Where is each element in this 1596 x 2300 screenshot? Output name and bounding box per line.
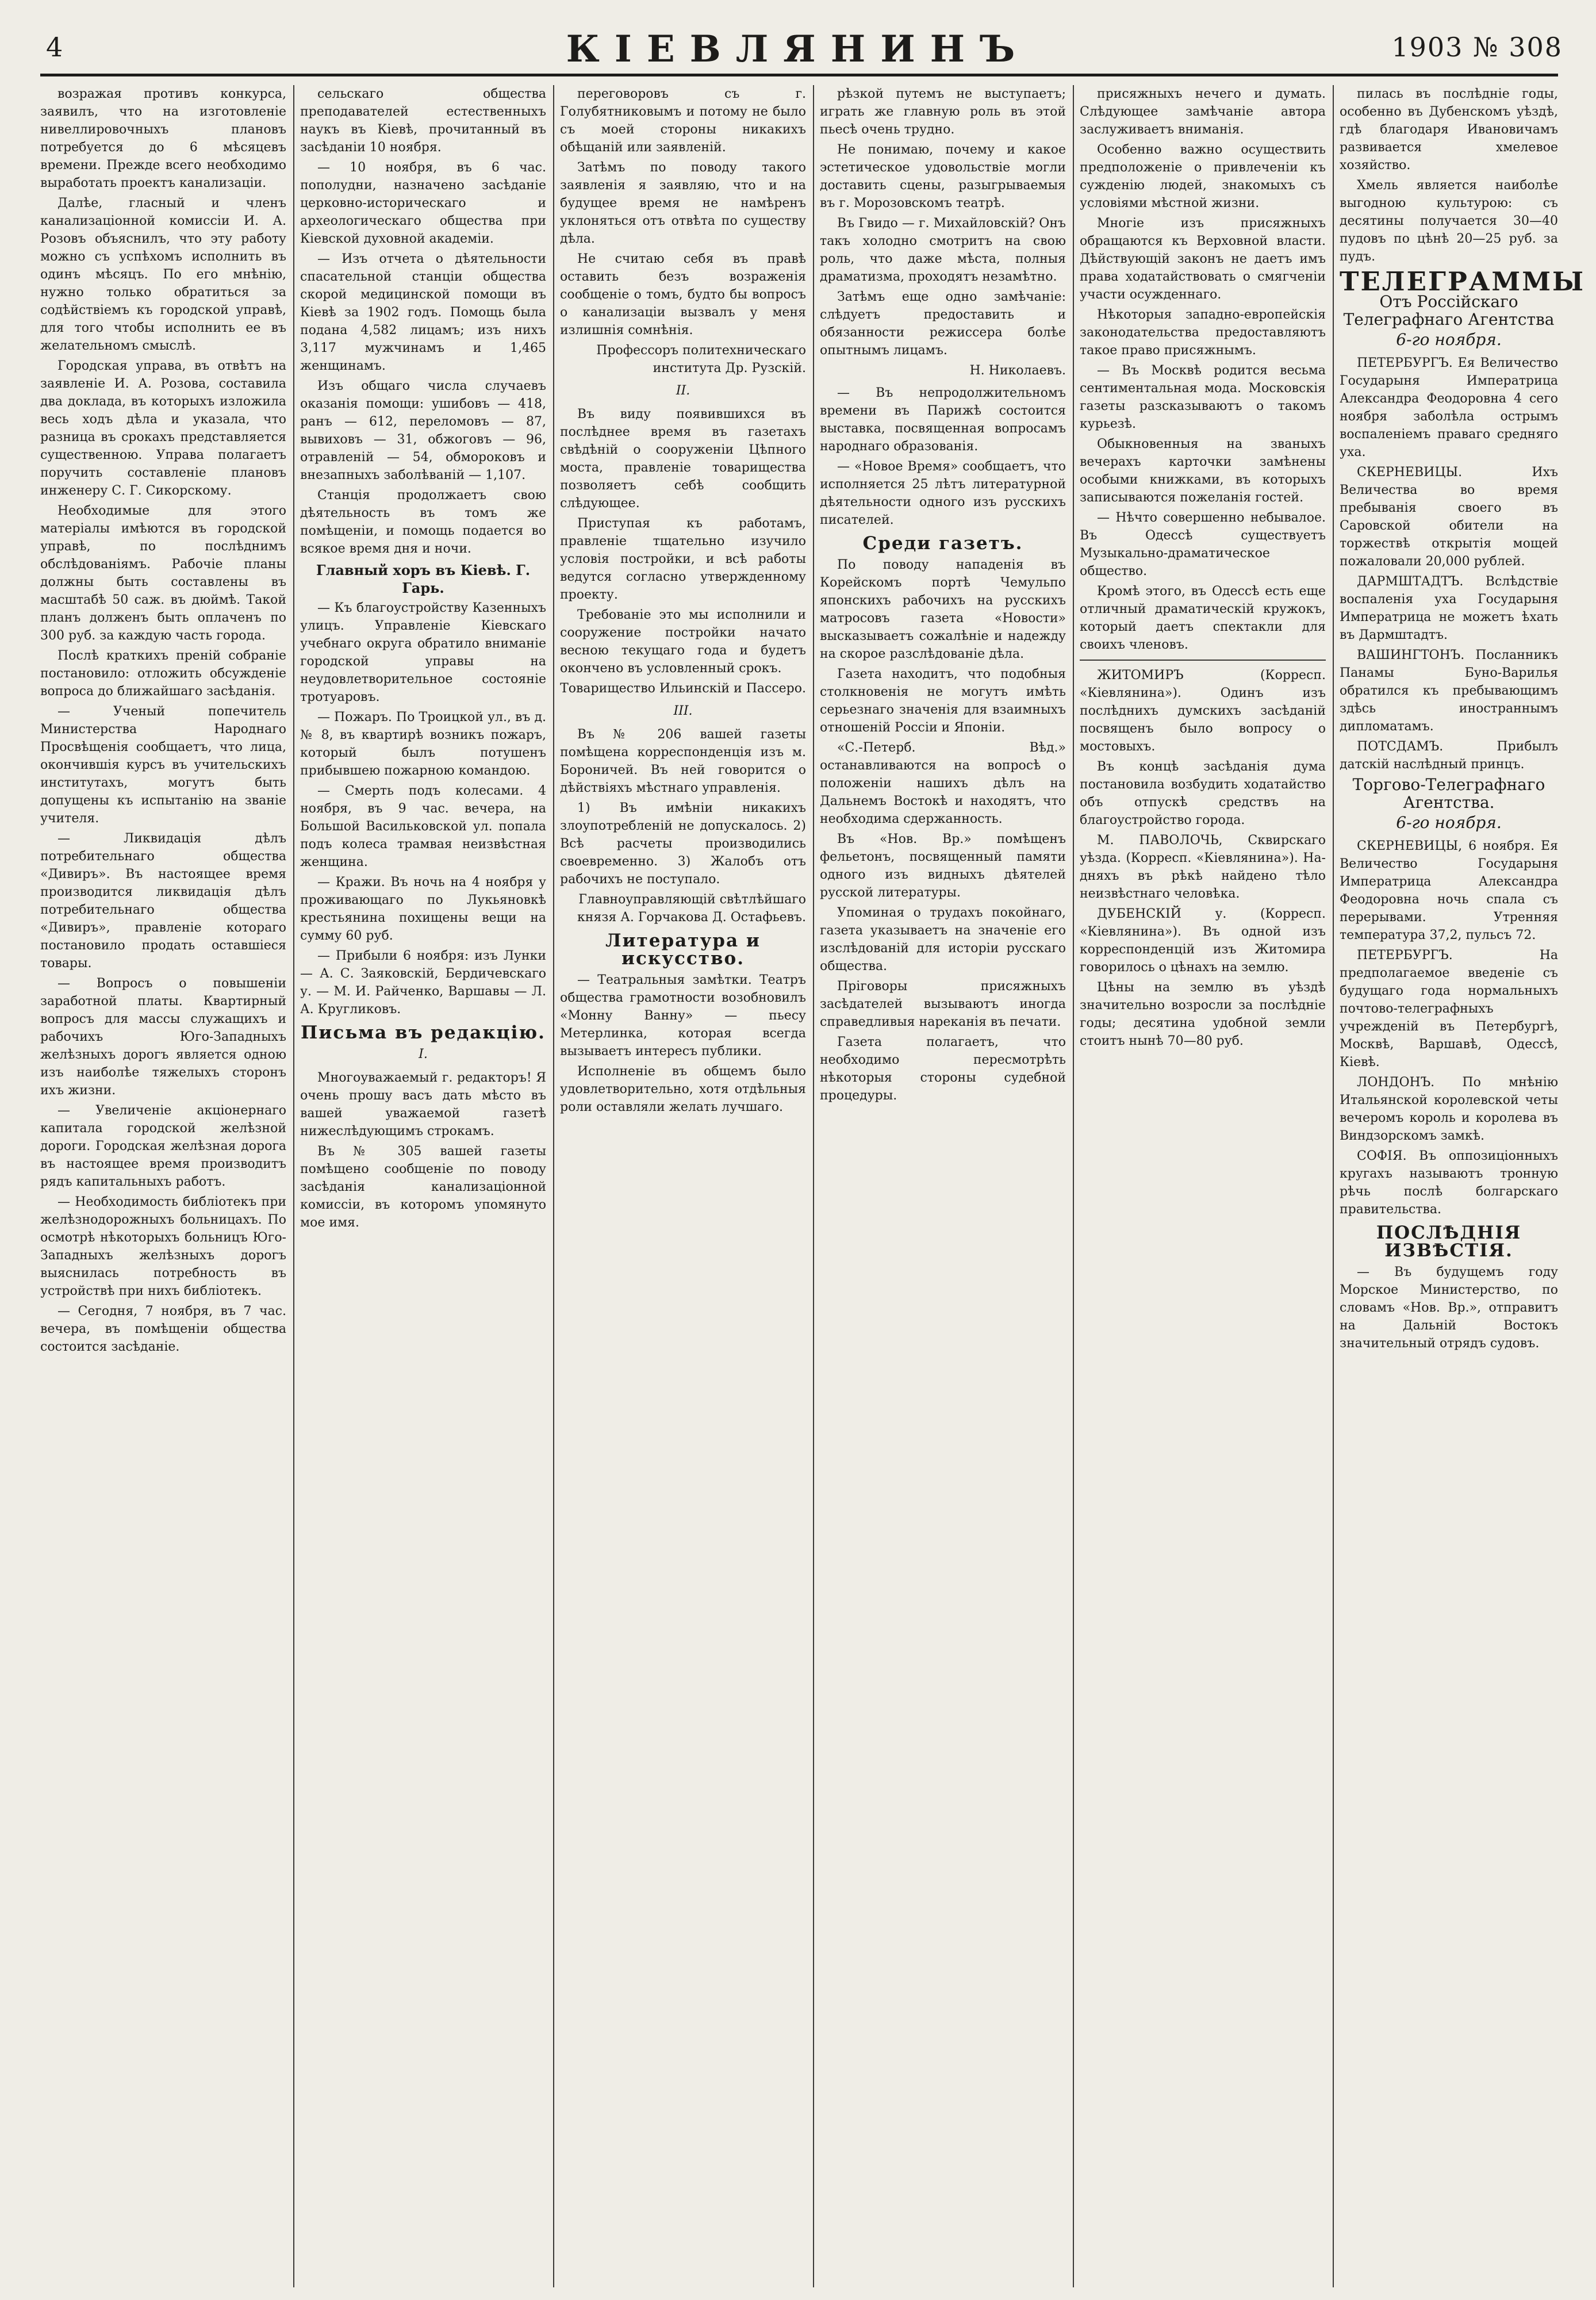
article-signature: Профессоръ политехническаго института Др. Рузскій. <box>596 343 806 375</box>
article-paragraph: СКЕРНЕВИЦЫ, 6 ноября. Ея Величество Государыня Императрица Александра Феодоровна ночь спала съ перерывами. Утренняя температура 37,2, пульсъ 72. <box>1340 839 1558 942</box>
article-paragraph: переговоровъ съ г. Голубятниковымъ и потому не было съ моей стороны никакихъ обѣщаній или заявленій. <box>560 87 806 155</box>
article-paragraph: Исполненіе въ общемъ было удовлетворительно, хотя отдѣльныя роли оставляли желать лучшаго. <box>560 1064 806 1114</box>
article-paragraph: Цѣны на землю въ уѣздѣ значительно возросли за послѣдніе годы; десятина удобной земли стоитъ нынѣ 70—80 руб. <box>1080 980 1326 1048</box>
article-paragraph: — Нѣчто совершенно небывалое. Въ Одессѣ существуетъ Музыкально-драматическое общество. <box>1080 511 1326 578</box>
article-signature: Товарищество Ильинскій и Пассеро. <box>560 681 806 696</box>
page-number: 4 <box>46 32 63 63</box>
article-paragraph: — Къ благоустройству Казенныхъ улицъ. Управленіе Кіевскаго учебнаго округа обратило вниманіе городской управы на неудовлетворительное состояніе тротуаровъ. <box>300 601 546 704</box>
article-paragraph: Многоуважаемый г. редакторъ! Я очень прошу васъ дать мѣсто въ вашей уважаемой газетѣ нижеслѣдующимъ строкамъ. <box>300 1071 546 1138</box>
article-paragraph: — Пожаръ. По Троицкой ул., въ д. № 8, въ квартирѣ возникъ пожаръ, который былъ потушенъ прибывшею пожарною командою. <box>300 710 546 778</box>
article-paragraph: — Изъ отчета о дѣятельности спасательной станціи общества скорой медицинской помощи въ Кіевѣ за 1902 годъ. Помощь была подана 4,582 лицамъ; изъ нихъ 3,117 мужчинамъ и 1,465 женщинамъ. <box>300 252 546 373</box>
article-paragraph: Многіе изъ присяжныхъ обращаются къ Верховной власти. Дѣйствующій законъ не даетъ имъ права ходатайствовать о смягченіи участи осужденнаго. <box>1080 216 1326 302</box>
article-paragraph: — Необходимость библіотекъ при желѣзнодорожныхъ больницахъ. По осмотрѣ нѣкоторыхъ больницъ Юго-Западныхъ желѣзныхъ дорогъ выяснилась потребность въ устройствѣ при нихъ библіотекъ. <box>40 1195 286 1298</box>
article-paragraph: сельскаго общества преподавателей естественныхъ наукъ въ Кіевѣ, прочитанный въ засѣданіи 10 ноября. <box>300 87 546 155</box>
article-paragraph: Въ № 206 вашей газеты помѣщена корреспонденція изъ м. Бороничей. Въ ней говорится о дѣйствіяхъ мѣстнаго управленія. <box>560 727 806 795</box>
article-paragraph: — Въ будущемъ году Морское Министерство, по словамъ «Нов. Вр.», отправитъ на Дальній Востокъ значительный отрядъ судовъ. <box>1340 1265 1558 1351</box>
article-paragraph: Газета находитъ, что подобныя столкновенія не могутъ имѣть серьезнаго значенія для взаимныхъ отношеній Россіи и Японіи. <box>820 667 1066 735</box>
news-agency-label: Отъ Россійскаго Телеграфнаго Агентства <box>1343 292 1555 329</box>
dispatch-date: 6-го ноября. <box>1396 813 1502 832</box>
article-paragraph: Затѣмъ по поводу такого заявленія я заявляю, что и на будущее время не намѣренъ уклоняться отъ отвѣта по существу дѣла. <box>560 160 806 246</box>
column-4 <box>820 85 1066 2287</box>
article-paragraph: возражая противъ конкурса, заявилъ, что на изготовленіе нивеллировочныхъ плановъ потребуется до 6 мѣсяцевъ времени. Прежде всего необходимо выработать проектъ канализаціи. <box>40 87 286 190</box>
article-paragraph: Упоминая о трудахъ покойнаго, газета указываетъ на значеніе его изслѣдованій для исторіи русскаго общества. <box>820 906 1066 973</box>
column-divider <box>553 85 554 2287</box>
article-paragraph: Не понимаю, почему и какое эстетическое удовольствіе могли доставить сцены, разыгрываемыя въ г. Морозовскомъ театрѣ. <box>820 143 1066 210</box>
newspaper-columns <box>40 85 1586 2287</box>
article-paragraph: Въ Гвидо — г. Михайловскій? Онъ такъ холодно смотритъ на свою роль, что даже мѣста, полныя драматизма, проходятъ незамѣтно. <box>820 216 1066 284</box>
article-paragraph: — Смерть подъ колесами. 4 ноября, въ 9 час. вечера, на Большой Васильковской ул. попала подъ колеса трамвая неизвѣстная женщина. <box>300 784 546 869</box>
article-paragraph: присяжныхъ нечего и думать. Слѣдующее замѣчаніе автора заслуживаетъ вниманія. <box>1080 87 1326 137</box>
article-paragraph: пилась въ послѣдніе годы, особенно въ Дубенскомъ уѣздѣ, гдѣ благодаря Ивановичамъ развивается хмелевое хозяйство. <box>1340 87 1558 172</box>
article-paragraph: ПЕТЕРБУРГЪ. Ея Величество Государыня Императрица Александра Феодоровна 4 сего ноября заболѣла острымъ воспаленіемъ праваго средняго уха. <box>1340 356 1558 459</box>
article-paragraph: Хмель является наиболѣе выгодною культурою: съ десятины получается 30—40 пудовъ по цѣнѣ 20—25 руб. за пудъ. <box>1340 178 1558 264</box>
article-paragraph: Обыкновенныя на званыхъ вечерахъ карточки замѣнены особыми книжками, въ которыхъ записываются пожеланія гостей. <box>1080 437 1326 505</box>
article-paragraph: — Сегодня, 7 ноября, въ 7 час. вечера, въ помѣщеніи общества состоится засѣданіе. <box>40 1304 286 1354</box>
article-paragraph: «С.-Петерб. Вѣд.» останавливаются на вопросѣ о положеніи нашихъ дѣлъ на Дальнемъ Востокѣ и находятъ, что необходима сдержанность. <box>820 741 1066 826</box>
letter-number: II. <box>676 384 690 398</box>
article-paragraph: По поводу нападенія въ Корейскомъ портѣ Чемульпо японскихъ рабочихъ на русскихъ матросовъ газета «Новости» высказываетъ сожалѣніе и надежду на скорое разслѣдованіе дѣла. <box>820 558 1066 661</box>
article-paragraph: Городская управа, въ отвѣтъ на заявленіе И. А. Розова, составила два доклада, въ которыхъ изложила весь ходъ дѣла и указала, что разница въ срокахъ представляется существенною. Управа полагаетъ поручить составленіе плановъ инженеру С. Г. Сикорскому. <box>40 359 286 498</box>
article-paragraph: 1) Въ имѣніи никакихъ злоупотребленій не допускалось. 2) Всѣ расчеты производились своевременно. 3) Жалобъ отъ рабочихъ не поступало. <box>560 801 806 887</box>
article-paragraph: — 10 ноября, въ 6 час. пополудни, назначено засѣданіе церковно-историческаго и археологическаго общества при Кіевской духовной академіи. <box>300 160 546 246</box>
section-heading: ПОСЛѢДНІЯ ИЗВѢСТІЯ. <box>1376 1222 1522 1261</box>
article-paragraph: рѣзкой путемъ не выступаетъ; играть же главную роль въ этой пьесѣ очень трудно. <box>820 87 1066 137</box>
article-paragraph: Необходимые для этого матеріалы имѣются въ городской управѣ, по послѣднимъ обслѣдованіямъ. Рабочіе планы должны быть составлены въ масштабѣ 50 саж. въ дюймѣ. Такой планъ долженъ быть оплаченъ по 300 руб. за каждую часть города. <box>40 504 286 643</box>
dispatch-date: 6-го ноября. <box>1396 330 1502 349</box>
article-paragraph: Не считаю себя въ правѣ оставить безъ возраженія сообщеніе о томъ, будто бы вопросъ о канализаціи вызвалъ у меня излишнія сомнѣнія. <box>560 252 806 338</box>
article-paragraph: Въ виду появившихся въ послѣднее время въ газетахъ свѣдѣній о сооруженіи Цѣпного моста, правленіе товарищества позволяетъ себѣ сообщить слѣдующее. <box>560 407 806 511</box>
article-paragraph: Кромѣ этого, въ Одессѣ есть еще отличный драматическій кружокъ, который даетъ спектакли для своихъ членовъ. <box>1080 584 1326 652</box>
section-heading: Литература и искусство. <box>605 930 761 969</box>
column-divider <box>1333 85 1334 2287</box>
column-divider <box>293 85 294 2287</box>
column-divider <box>813 85 814 2287</box>
article-paragraph: М. ПАВОЛОЧЬ, Сквирскаго уѣзда. (Корресп. «Кіевлянина»). На-дняхъ въ рѣкѣ найдено тѣло неизвѣстнаго человѣка. <box>1080 833 1326 901</box>
article-paragraph: ВАШИНГТОНЪ. Посланникъ Панамы Буно-Варилья обратился къ пребывающимъ здѣсь иностраннымъ дипломатамъ. <box>1340 648 1558 734</box>
column-5 <box>1080 85 1326 2287</box>
article-paragraph: Пріговоры присяжныхъ засѣдателей вызываютъ иногда справедливыя нареканія въ печати. <box>820 979 1066 1029</box>
article-paragraph: ПЕТЕРБУРГЪ. На предполагаемое введеніе съ будущаго года нормальныхъ почтово-телеграфныхъ учрежденій въ Петербургѣ, Москвѣ, Варшавѣ, Одессѣ, Кіевѣ. <box>1340 948 1558 1070</box>
section-rule <box>1080 660 1326 661</box>
article-paragraph: Особенно важно осуществить предположеніе о привлеченіи къ сужденію людей, знакомыхъ съ условіями мѣстной жизни. <box>1080 143 1326 210</box>
article-paragraph: Послѣ краткихъ преній собраніе постановило: отложить обсужденіе вопроса до ближайшаго засѣданія. <box>40 649 286 699</box>
newspaper-title: КІЕВЛЯНИНЪ <box>566 28 1030 71</box>
masthead <box>0 0 1596 71</box>
section-heading: Письма въ редакцію. <box>301 1022 546 1043</box>
article-paragraph: ДАРМШТАДТЪ. Вслѣдствіе воспаленія уха Государыня Императрица не можетъ ѣхать въ Дармштадтъ. <box>1340 574 1558 642</box>
letter-number: III. <box>673 704 693 718</box>
article-paragraph: Нѣкоторыя западно-европейскія законодательства предоставляютъ такое право присяжнымъ. <box>1080 308 1326 358</box>
article-signature: Главноуправляющій свѣтлѣйшаго князя А. Горчакова Д. Остафьевъ. <box>577 892 806 925</box>
article-paragraph: Требованіе это мы исполнили и сооружение постройки начато весною текущаго года и будетъ окончено въ условленный срокъ. <box>560 608 806 676</box>
masthead-rule <box>40 74 1558 76</box>
article-paragraph: СКЕРНЕВИЦЫ. Ихъ Величества во время пребыванія своего въ Саровской обители на торжествѣ открытія мощей пожаловали 20,000 рублей. <box>1340 465 1558 569</box>
article-paragraph: Изъ общаго числа случаевъ оказанія помощи: ушибовъ — 418, ранъ — 612, переломовъ — 87, вывиховъ — 31, обжоговъ — 96, отравленій — 54, обмороковъ и внезапныхъ заболѣваній — 1,107. <box>300 379 546 482</box>
column-1 <box>40 85 286 2287</box>
article-heading: Главный хоръ въ Кіевѣ. Г. Гарь. <box>316 562 531 596</box>
article-paragraph: — Ликвидація дѣлъ потребительнаго общества «Дивиръ». Въ настоящее время производится ликвидація дѣлъ потребительнаго общества «Дивиръ», правленіе котораго постановило продать оставшіеся товары. <box>40 831 286 971</box>
article-paragraph: Затѣмъ еще одно замѣчаніе: слѣдуетъ предоставить и обязанности режиссера болѣе опытнымъ лицамъ. <box>820 290 1066 358</box>
article-paragraph: ЛОНДОНЪ. По мнѣнію Итальянской королевской четы вечеромъ король и королева въ Виндзорскомъ замкѣ. <box>1340 1075 1558 1143</box>
article-paragraph: Въ «Нов. Вр.» помѣщенъ фельетонъ, посвященный памяти одного изъ видныхъ дѣятелей русской литературы. <box>820 832 1066 900</box>
telegrams-heading: ТЕЛЕГРАММЫ <box>1340 266 1586 297</box>
article-paragraph: — Вопросъ о повышеніи заработной платы. Квартирный вопросъ для массы служащихъ и рабочихъ Юго-Западныхъ желѣзныхъ дорогъ является одною изъ наиболѣе тяжелыхъ сторонъ ихъ жизни. <box>40 976 286 1098</box>
column-2 <box>300 85 546 2287</box>
article-paragraph: — Въ непродолжительномъ времени въ Парижѣ состоится выставка, посвященная вопросамъ народнаго образованія. <box>820 386 1066 454</box>
article-paragraph: — Прибыли 6 ноября: изъ Лунки — А. С. Заяковскій, Бердичевскаго у. — М. И. Райченко, Варшавы — Л. А. Кругликовъ. <box>300 949 546 1017</box>
article-paragraph: Газета полагаетъ, что необходимо пересмотрѣть нѣкоторыя стороны судебной процедуры. <box>820 1035 1066 1103</box>
article-paragraph: — «Новое Время» сообщаетъ, что исполняется 25 лѣтъ литературной дѣятельности одного изъ русскихъ писателей. <box>820 459 1066 527</box>
article-paragraph: — Кражи. Въ ночь на 4 ноября у проживающаго по Лукьяновкѣ крестьянина похищены вещи на сумму 60 руб. <box>300 875 546 943</box>
article-paragraph: ПОТСДАМЪ. Прибылъ датскій наслѣдный принцъ. <box>1340 739 1558 772</box>
article-paragraph: — Театральныя замѣтки. Театръ общества грамотности возобновилъ «Монну Ванну» — пьесу Метерлинка, которая всегда вызываетъ интересъ публики. <box>560 973 806 1059</box>
article-paragraph: Въ № 305 вашей газеты помѣщено сообщеніе по поводу засѣданія канализаціонной комиссіи, въ которомъ упомянуто мое имя. <box>300 1144 546 1230</box>
news-agency-label: Торгово-Телеграфнаго Агентства. <box>1352 775 1545 812</box>
article-paragraph: ЖИТОМИРЪ (Корресп. «Кіевлянина»). Одинъ изъ послѣднихъ думскихъ засѣданій посвященъ было вопросу о мостовыхъ. <box>1080 668 1326 754</box>
article-paragraph: Въ концѣ засѣданія дума постановила возбудить ходатайство объ отпускѣ средствъ на благоустройство города. <box>1080 760 1326 827</box>
article-paragraph: ДУБЕНСКІЙ у. (Корресп. «Кіевлянина»). Въ одной изъ корреспонденцій изъ Житомира говорилось о цѣнахъ на землю. <box>1080 907 1326 975</box>
issue-date-number: 1903 № 308 <box>1391 32 1563 63</box>
column-6 <box>1340 85 1586 2287</box>
article-paragraph: Далѣе, гласный и членъ канализаціонной комиссіи И. А. Розовъ объяснилъ, что эту работу можно съ успѣхомъ исполнить въ одинъ мѣсяцъ. По его мнѣнію, нужно только обратиться за содѣйствіемъ къ городской управѣ, для того чтобы исполнить ее въ желательномъ смыслѣ. <box>40 196 286 353</box>
article-paragraph: СОФІЯ. Въ оппозиціонныхъ кругахъ называютъ тронную рѣчь послѣ болгарскаго правительства. <box>1340 1149 1558 1217</box>
column-divider <box>1073 85 1074 2287</box>
letter-number: I. <box>419 1047 428 1061</box>
article-paragraph: — Въ Москвѣ родится весьма сентиментальная мода. Московскія газеты разсказываютъ о такомъ курьезѣ. <box>1080 363 1326 431</box>
article-paragraph: Станція продолжаетъ свою дѣятельность въ томъ же помѣщеніи, и помощь подается во всякое время дня и ночи. <box>300 488 546 556</box>
section-heading: Среди газетъ. <box>862 533 1023 554</box>
column-3 <box>560 85 806 2287</box>
article-paragraph: Приступая къ работамъ, правленіе тщательно изучило условія постройки, и всѣ работы ведутся согласно утвержденному проекту. <box>560 516 806 602</box>
article-signature: Н. Николаевъ. <box>969 363 1066 378</box>
article-paragraph: — Ученый попечитель Министерства Народнаго Просвѣщенія сообщаетъ, что лица, окончившія курсъ въ учительскихъ институтахъ, могутъ быть допущены къ испытанію на званіе учителя. <box>40 704 286 826</box>
article-paragraph: — Увеличеніе акціонернаго капитала городской желѣзной дороги. Городская желѣзная дорога въ настоящее время производитъ рядъ капитальныхъ работъ. <box>40 1103 286 1189</box>
